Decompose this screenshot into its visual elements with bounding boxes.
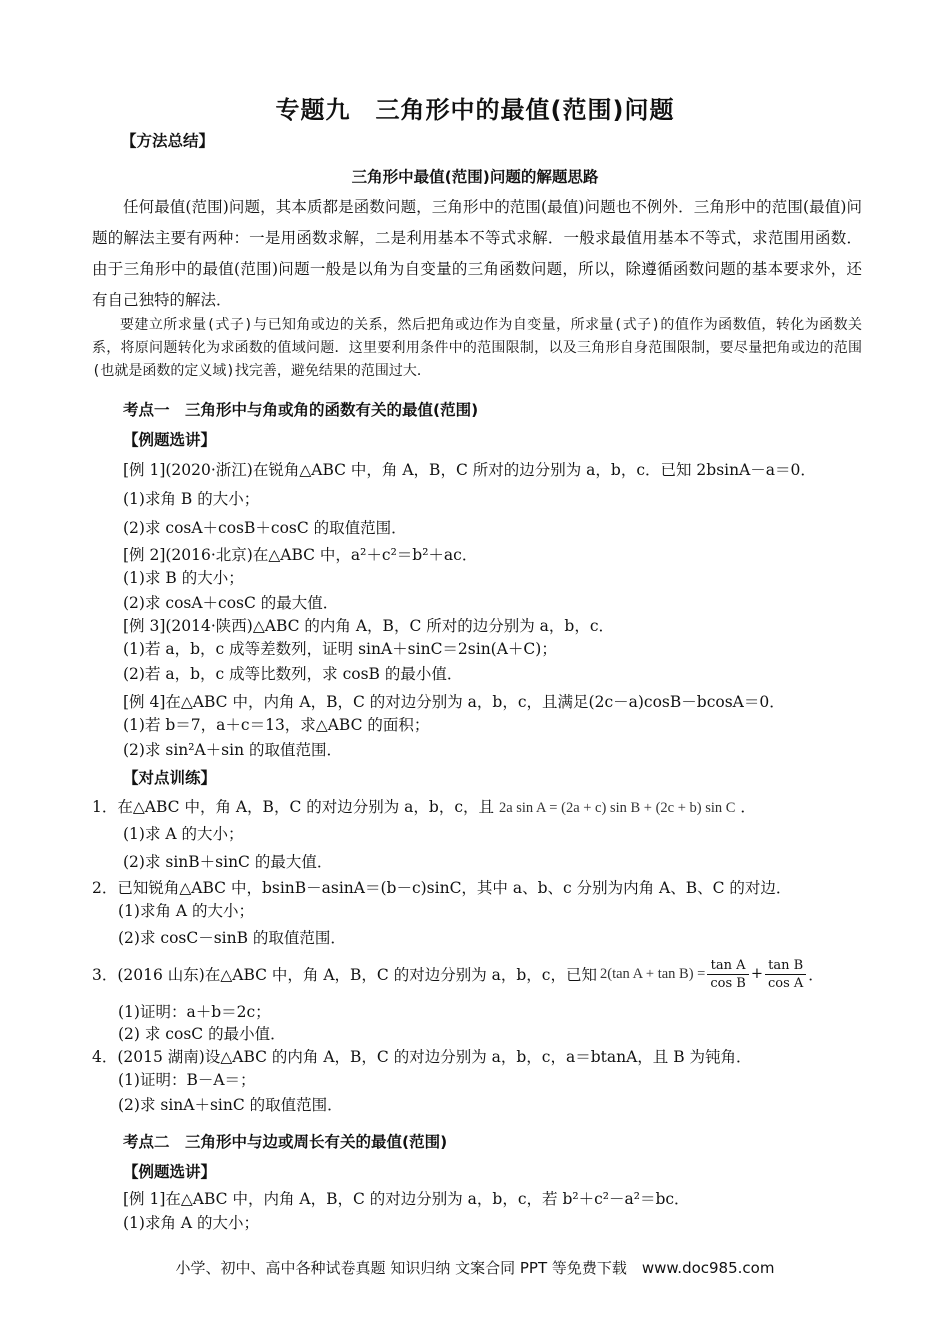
- footer-text: 小学、初中、高中各种试卷真题 知识归纳 文案合同 PPT 等免费下载 www.doc985.com: [175, 1259, 775, 1277]
- training-heading: 【对点训练】: [123, 769, 217, 787]
- section2-heading: 考点二 三角形中与边或周长有关的最值(范围): [123, 1133, 448, 1151]
- t1-formula: 2a sin A = (2a + c) sin B + (2c + b) sin C: [498, 800, 736, 816]
- subtitle: 三角形中最值(范围)问题的解题思路: [351, 168, 599, 186]
- intro-paragraph: 任何最值(范围)问题，其本质都是函数问题，三角形中的范围(最值)问题也不例外．三角形中的范围(最值)问题的解法主要有两种：一是用函数求解，二是利用基本不等式求解．一般求最值用基本不等式，求范围用函数．由于三角形中的最值(范围)问题一般是以角为自变量的三角函数问题，所以，除遵循函数问题的基本要求外，还有自己独特的解法．: [92, 198, 862, 309]
- t2-part-b: (2)求 cosC－sinB 的取值范围．: [118, 929, 346, 947]
- s1-line: (1)求角 B 的大小；: [123, 490, 260, 508]
- training-item-3: 3．(2016 山东)在△ABC 中，角 A，B，C 的对边分别为 a，b，c，已知 2(tan A + tan B) = $\frac{\text{tan A}}{\text{cos B}}$ + $\frac{\text{tan B}}{\text{cos A}}$ ．: [92, 957, 824, 991]
- s1-line: (2)求 sin²A＋sin 的取值范围．: [123, 741, 343, 759]
- s1-line: [例 3](2014·陕西)△ABC 的内角 A，B，C 所对的边分别为 a，b，c．: [123, 617, 614, 635]
- t4-part-a: (1)证明：B－A＝；: [118, 1071, 256, 1089]
- s1-line: (2)求 cosA＋cosC 的最大值．: [123, 594, 339, 612]
- s1-line: (2)若 a，b，c 成等比数列，求 cosB 的最小值．: [123, 665, 463, 683]
- s1-line: (1)若 b＝7，a＋c＝13，求△ABC 的面积；: [123, 716, 430, 734]
- training-item-4: 4．(2015 湖南)设△ABC 的内角 A，B，C 的对边分别为 a，b，c，a＝btanA，且 B 为钝角．: [92, 1048, 752, 1066]
- training-item-1: 1．在△ABC 中，角 A，B，C 的对边分别为 a，b，c，且 2a sin A = (2a + c) sin B + (2c + b) sin C ．: [92, 798, 756, 816]
- s2-line: [例 1]在△ABC 中，内角 A，B，C 的对边分别为 a，b，c，若 b²＋c²－a²＝bc．: [123, 1190, 690, 1208]
- s1-line: (1)若 a，b，c 成等差数列，证明 sinA＋sinC＝2sin(A＋C)；: [123, 640, 557, 658]
- t1-part-a: (1)求 A 的大小；: [123, 825, 244, 843]
- fraction-tanB-cosA: $\frac{\text{tan B}}{\text{cos A}}$: [765, 957, 806, 992]
- s1-line: (2)求 cosA＋cosB＋cosC 的取值范围．: [123, 519, 407, 537]
- s2-line: (1)求角 A 的大小；: [123, 1214, 260, 1232]
- section1-examples-heading: 【例题选讲】: [123, 431, 217, 449]
- intro-paragraph-2: 要建立所求量(式子)与已知角或边的关系，然后把角或边作为自变量，所求量(式子)的值作为函数值，转化为函数关系，将原问题转化为求函数的值域问题．这里要利用条件中的范围限制，以及三角形自身范围限制，要尽量把角或边的范围(也就是函数的定义域)找完善，避免结果的范围过大．: [92, 317, 862, 379]
- section2-examples-heading: 【例题选讲】: [123, 1163, 217, 1181]
- t3-part-b: (2) 求 cosC 的最小值．: [118, 1025, 286, 1043]
- s1-line: [例 2](2016·北京)在△ABC 中，a²＋c²＝b²＋ac．: [123, 546, 478, 564]
- s1-line: (1)求 B 的大小；: [123, 569, 244, 587]
- t4-part-b: (2)求 sinA＋sinC 的取值范围．: [118, 1096, 343, 1114]
- training-item-2: 2．已知锐角△ABC 中，bsinB－asinA＝(b－c)sinC，其中 a、b、c 分别为内角 A、B、C 的对边．: [92, 879, 792, 897]
- page-title: 专题九 三角形中的最值(范围)问题: [275, 96, 675, 124]
- s1-line: [例 4]在△ABC 中，内角 A，B，C 的对边分别为 a，b，c，且满足(2c－a)cosB－bcosA＝0．: [123, 693, 785, 711]
- section1-heading: 考点一 三角形中与角或角的函数有关的最值(范围): [123, 401, 479, 419]
- t1-part-b: (2)求 sinB＋sinC 的最大值．: [123, 853, 333, 871]
- method-heading: 【方法总结】: [121, 132, 215, 150]
- s1-line: [例 1](2020·浙江)在锐角△ABC 中，角 A，B，C 所对的边分别为 a，b，c．已知 2bsinA－a＝0．: [123, 461, 816, 479]
- t2-part-a: (1)求角 A 的大小；: [118, 902, 255, 920]
- t3-part-a: (1)证明：a＋b＝2c；: [118, 1003, 271, 1021]
- fraction-tanA-cosB: $\frac{\text{tan A}}{\text{cos B}}$: [707, 957, 748, 992]
